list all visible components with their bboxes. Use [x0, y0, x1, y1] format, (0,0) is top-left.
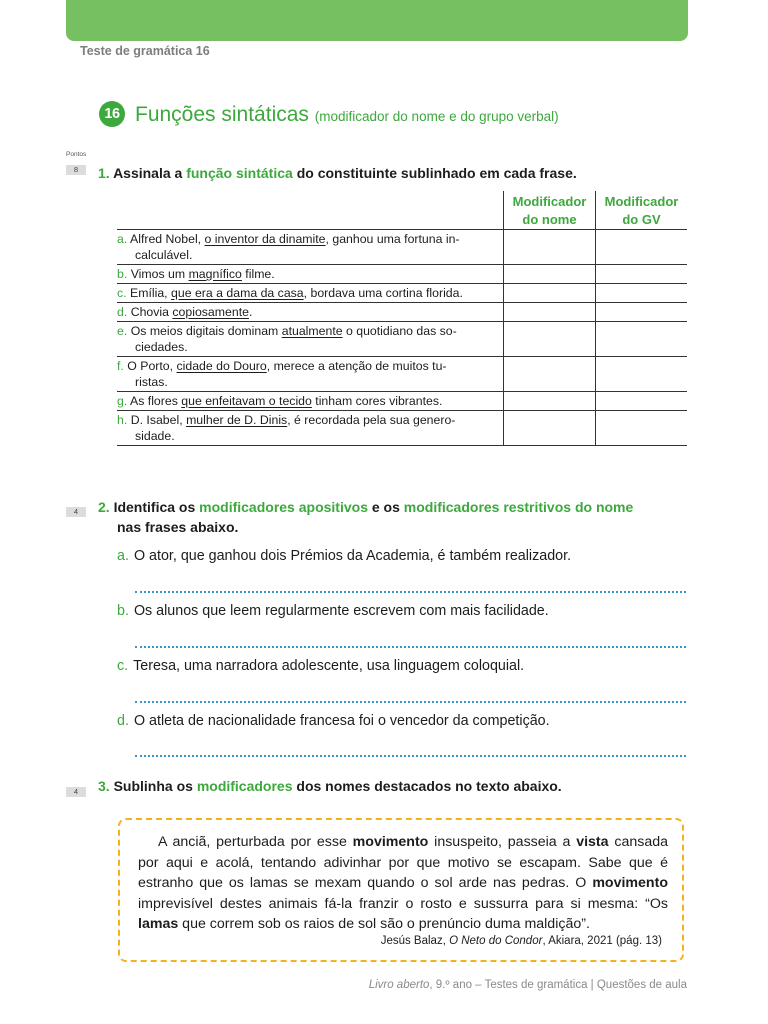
answer-cell-modificador-nome[interactable] [504, 322, 596, 357]
answer-cell-modificador-gv[interactable] [596, 284, 688, 303]
row-sentence [117, 230, 504, 265]
row-underlined-constituent: copiosamente [172, 305, 249, 319]
row-underlined-constituent: mulher de D. Dinis [186, 413, 288, 427]
q2-number: 2. [98, 499, 110, 515]
row-sentence [117, 411, 504, 446]
q2-answer-line-a[interactable] [135, 591, 686, 593]
q2-item-c-letter: c. [117, 658, 129, 674]
row-letter: g. [117, 394, 128, 408]
q2-item-b-letter: b. [117, 603, 129, 619]
passage-highlighted-noun: movimento [352, 834, 429, 850]
table-row [117, 284, 687, 303]
row-text-before: Vimos um [130, 267, 186, 281]
row-text-after: o quotidiano das so- [342, 324, 457, 338]
row-text-before: As flores [130, 394, 178, 408]
q2-item-d [117, 711, 550, 731]
row-sentence [117, 284, 504, 303]
q2-item-d-letter: d. [117, 713, 129, 729]
row-underlined-constituent: que era a dama da casa [171, 286, 304, 300]
answer-cell-modificador-nome[interactable] [504, 411, 596, 446]
footer-book-title: Livro aberto [368, 979, 430, 991]
row-sentence-continuation: calculável. [135, 248, 193, 262]
row-text-after: , bordava uma cortina florida. [303, 286, 463, 300]
answer-cell-modificador-nome[interactable] [504, 230, 596, 265]
passage-highlighted-noun: lamas [138, 916, 179, 932]
answer-cell-modificador-gv[interactable] [596, 230, 688, 265]
q3-text-before: Sublinha os [113, 778, 193, 794]
answer-cell-modificador-nome[interactable] [504, 303, 596, 322]
table-row [117, 357, 687, 392]
q2-item-c-text: Teresa, uma narradora adolescente, usa linguagem coloquial. [133, 658, 525, 674]
row-sentence [117, 357, 504, 392]
table-row [117, 392, 687, 411]
column-header-modificador-nome: Modificador do nome [504, 191, 596, 230]
row-sentence-continuation: ristas. [135, 375, 168, 389]
q2-highlight1: modificadores apositivos [199, 499, 368, 515]
row-text-before: Alfred Nobel, [130, 232, 202, 246]
row-sentence [117, 303, 504, 322]
answer-cell-modificador-gv[interactable] [596, 392, 688, 411]
section-subtitle: (modificador do nome e do grupo verbal) [314, 109, 559, 124]
row-text-after: tinham cores vibrantes. [311, 394, 443, 408]
q2-item-b-text: Os alunos que leem regularmente escrevem com mais facilidade. [133, 603, 549, 619]
passage-text-segment: A anciã, perturbada por esse [158, 834, 353, 850]
footer-rest: , 9.º ano – Testes de gramática | Questões de aula [429, 979, 687, 991]
row-underlined-constituent: que enfeitavam o tecido [181, 394, 312, 408]
answer-cell-modificador-nome[interactable] [504, 284, 596, 303]
row-letter: d. [117, 305, 128, 319]
top-color-band [66, 0, 688, 41]
q3-passage-text[interactable] [138, 832, 668, 935]
passage-text-segment: imprevisível destes animais fá-la franzir o rosto e sussurra para si mesma: “Os [138, 895, 668, 912]
q3-instruction [98, 776, 562, 796]
section-title [135, 103, 559, 127]
q2-answer-line-c[interactable] [135, 701, 686, 703]
q2-item-b [117, 601, 549, 621]
q2-text2: e os [371, 499, 400, 515]
row-text-after: . [248, 305, 253, 319]
row-underlined-constituent: o inventor da dinamite [204, 232, 326, 246]
q2-text3: nas frases abaixo. [117, 519, 239, 535]
q1-number: 1. [98, 165, 110, 181]
row-underlined-constituent: atualmente [281, 324, 343, 338]
row-letter: f. [117, 359, 124, 373]
section-number-badge: 16 [99, 101, 125, 127]
passage-text-segment: que correm sob os raios de sol são o prenúncio duma maldição”. [178, 916, 590, 932]
q1-instruction [98, 163, 577, 183]
row-text-after: filme. [241, 267, 275, 281]
row-text-after: , é recordada pela sua genero- [287, 413, 456, 427]
q2-item-a-text: O ator, que ganhou dois Prémios da Academia, é também realizador. [133, 548, 572, 564]
q2-points-box: 4 [66, 507, 86, 517]
q3-highlight: modificadores [196, 778, 293, 794]
row-text-before: Os meios digitais dominam [130, 324, 279, 338]
q3-number: 3. [98, 778, 110, 794]
row-letter: b. [117, 267, 128, 281]
table-header-blank [117, 191, 504, 230]
row-underlined-constituent: cidade do Douro [176, 359, 267, 373]
q3-passage-reference [381, 935, 662, 947]
answer-cell-modificador-gv[interactable] [596, 322, 688, 357]
points-label: Pontos [66, 151, 87, 158]
reference-rest: , Akiara, 2021 (pág. 13) [542, 935, 662, 947]
row-sentence [117, 392, 504, 411]
q2-item-d-text: O atleta de nacionalidade francesa foi o vencedor da competição. [133, 713, 550, 729]
q1-classification-table [117, 191, 687, 446]
page-footer [369, 979, 687, 991]
q2-highlight2: modificadores restritivos do nome [403, 499, 634, 515]
q1-text-after: do constituinte sublinhado em cada frase. [296, 165, 577, 181]
row-sentence-continuation: ciedades. [135, 340, 188, 354]
answer-cell-modificador-nome[interactable] [504, 357, 596, 392]
table-row [117, 411, 687, 446]
row-text-before: Emília, [130, 286, 168, 300]
passage-text-segment: insuspeito, passeia a [428, 834, 577, 850]
row-text-after: , merece a atenção de muitos tu- [266, 359, 447, 373]
row-letter: h. [117, 413, 128, 427]
table-row [117, 265, 687, 284]
answer-cell-modificador-gv[interactable] [596, 411, 688, 446]
row-text-before: D. Isabel, [130, 413, 183, 427]
q2-item-a [117, 546, 571, 566]
table-row [117, 230, 687, 265]
q3-passage-box [118, 818, 684, 962]
table-row [117, 303, 687, 322]
row-letter: a. [117, 232, 128, 246]
answer-cell-modificador-gv[interactable] [596, 265, 688, 284]
q1-text-before: Assinala a [113, 165, 183, 181]
passage-text-segment: cansada por aqui e acolá, tentando adivinhar por que motivo se escapam. Sabe que é estranho que os lamas se mexam quando o sol arde nas pedras. O [138, 834, 668, 891]
q1-highlight: função sintática [186, 165, 293, 181]
row-text-after: , ganhou uma fortuna in- [325, 232, 460, 246]
passage-highlighted-noun: vista [576, 834, 609, 850]
running-title: Teste de gramática 16 [80, 44, 210, 58]
answer-cell-modificador-gv[interactable] [596, 357, 688, 392]
answer-cell-modificador-gv[interactable] [596, 303, 688, 322]
reference-author: Jesús Balaz, [380, 935, 446, 947]
row-letter: c. [117, 286, 127, 300]
table-row [117, 322, 687, 357]
q2-item-c [117, 656, 524, 676]
reference-work: O Neto do Condor [449, 935, 543, 947]
row-underlined-constituent: magnífico [188, 267, 242, 281]
row-sentence [117, 265, 504, 284]
row-letter: e. [117, 324, 128, 338]
row-sentence-continuation: sidade. [135, 429, 175, 443]
passage-highlighted-noun: movimento [592, 875, 668, 891]
q2-text1: Identifica os [113, 499, 196, 515]
q2-item-a-letter: a. [117, 548, 129, 564]
q3-points-box: 4 [66, 787, 86, 797]
row-text-before: O Porto, [127, 359, 174, 373]
section-title-main: Funções sintáticas [135, 103, 309, 126]
q1-points-box: 8 [66, 165, 86, 175]
answer-cell-modificador-nome[interactable] [504, 265, 596, 284]
q3-text-after: dos nomes destacados no texto abaixo. [296, 778, 562, 794]
row-text-before: Chovia [130, 305, 169, 319]
answer-cell-modificador-nome[interactable] [504, 392, 596, 411]
q2-answer-line-d[interactable] [135, 755, 686, 757]
row-sentence [117, 322, 504, 357]
q2-instruction [98, 497, 693, 537]
column-header-modificador-gv: Modificador do GV [596, 191, 688, 230]
q2-answer-line-b[interactable] [135, 646, 686, 648]
